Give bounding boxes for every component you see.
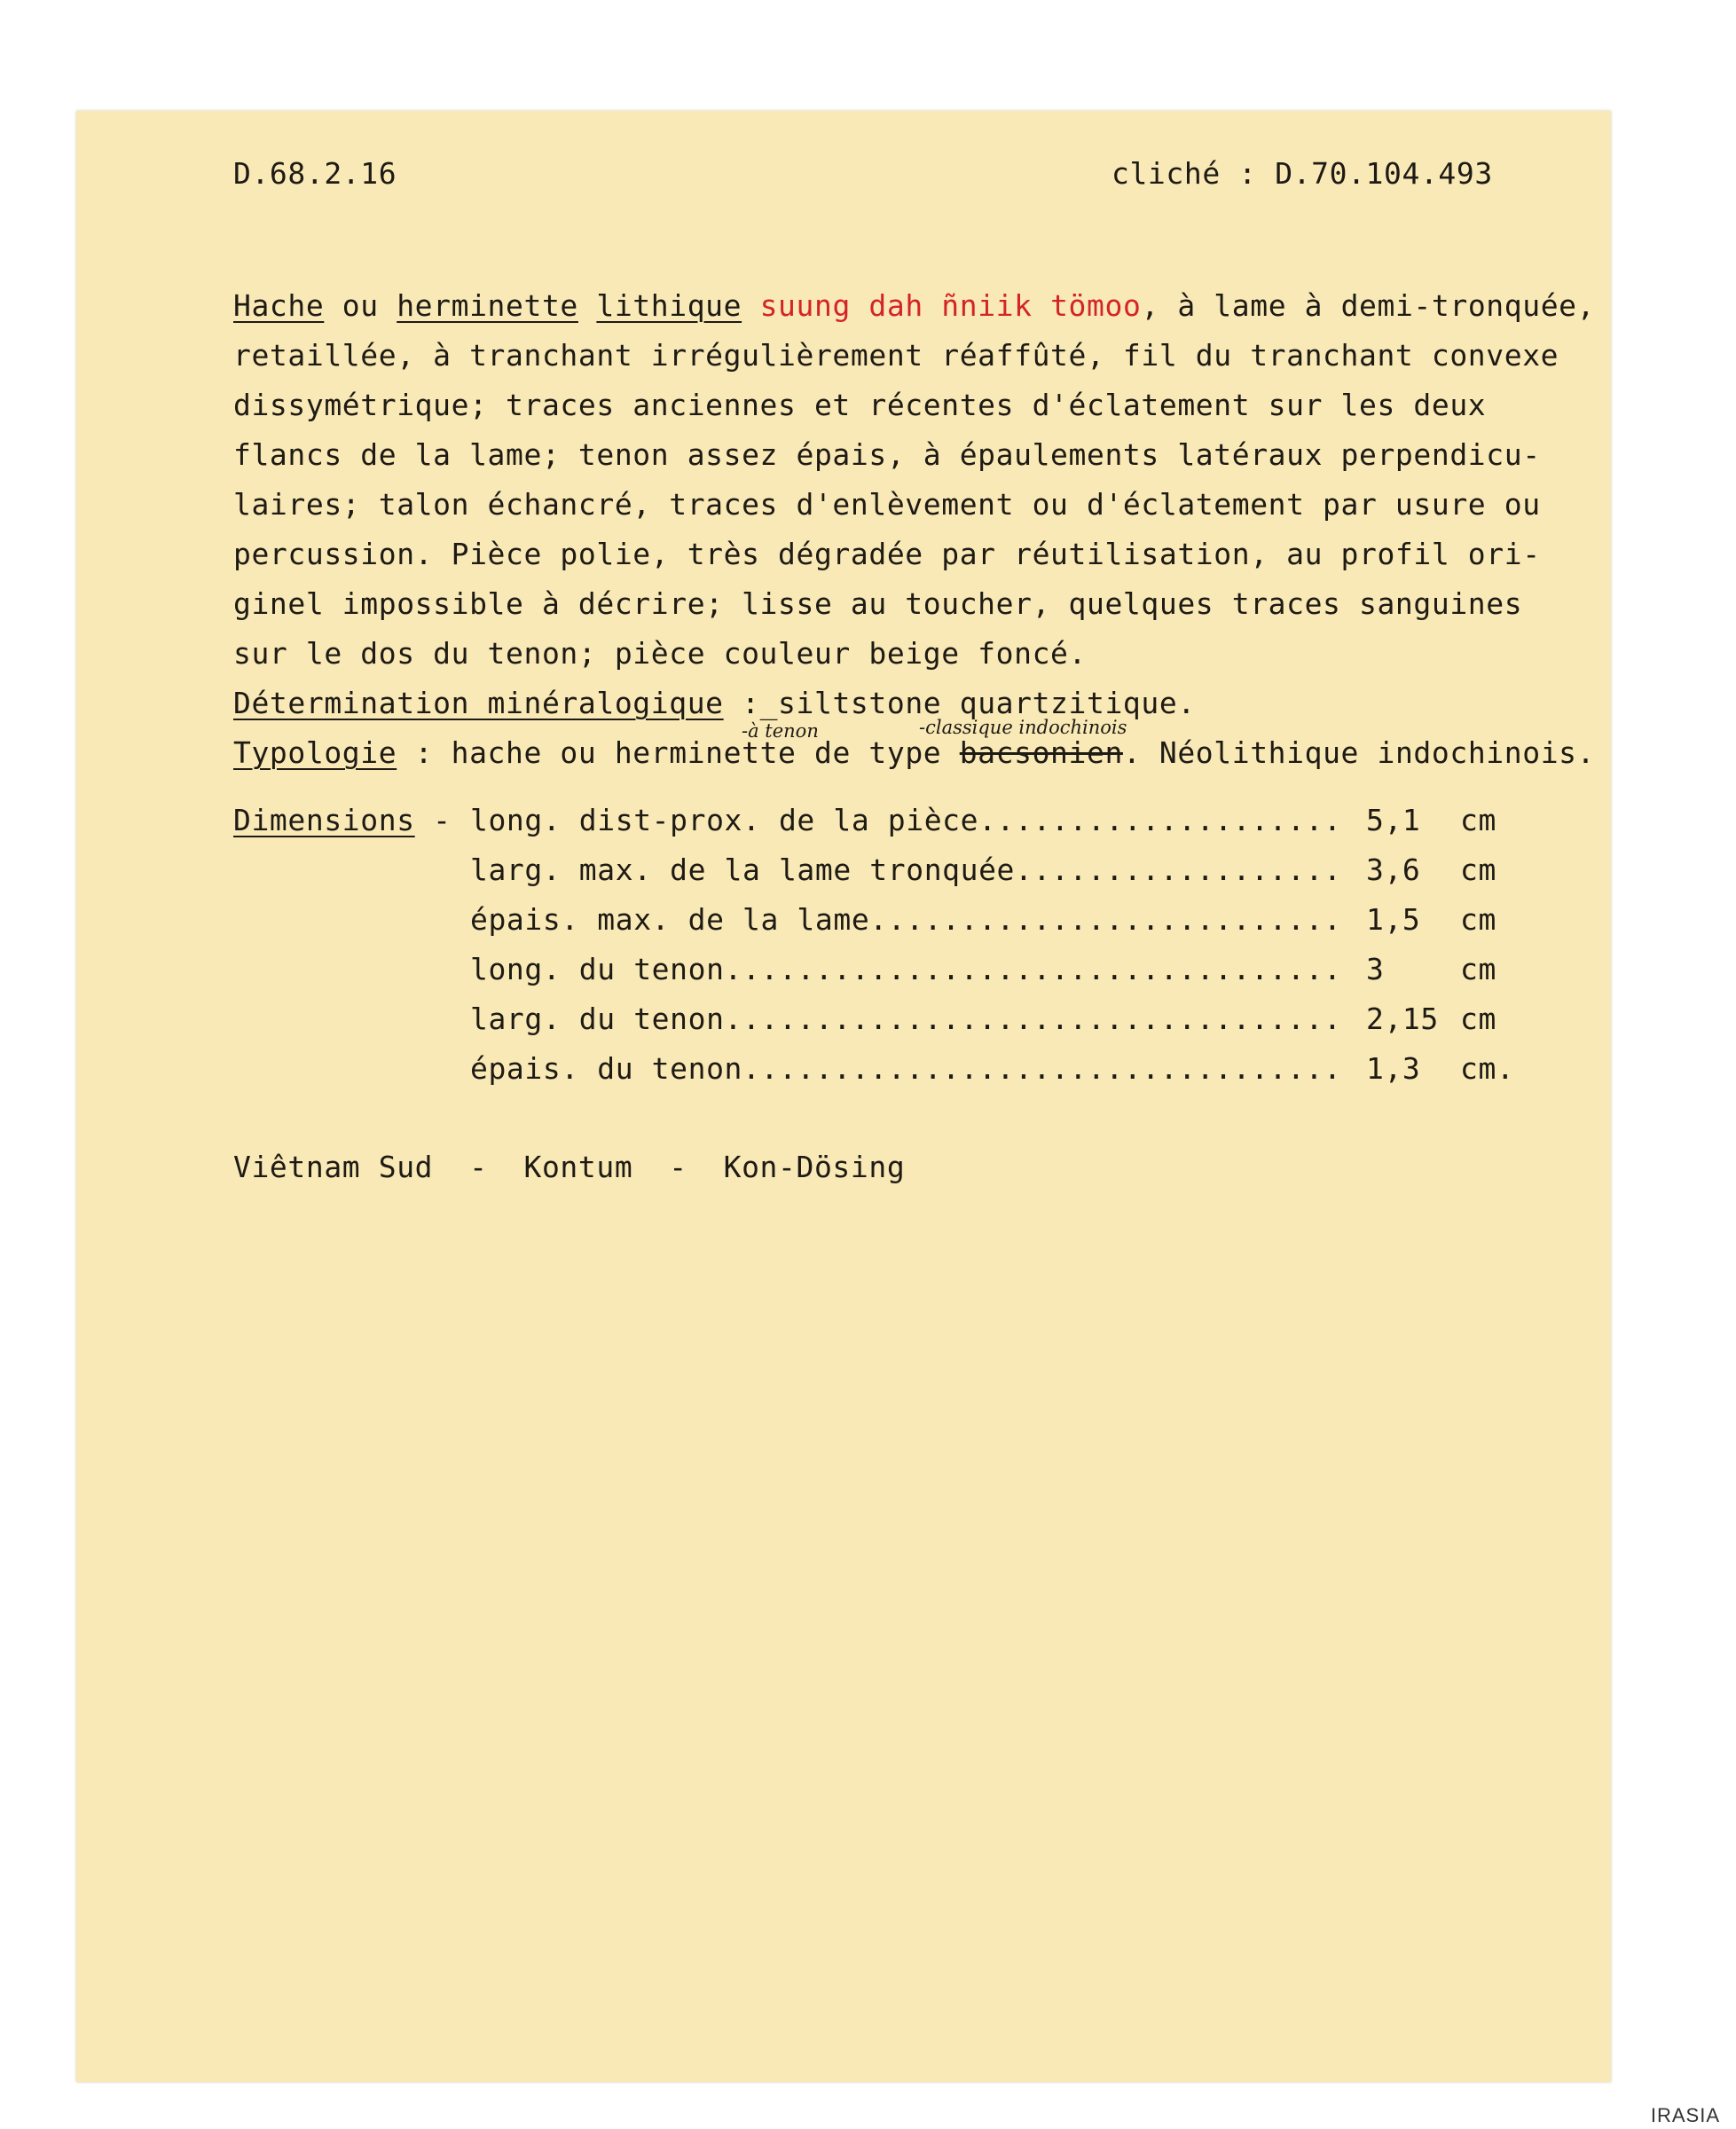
handwritten-insert-classique: -classique indochinois bbox=[919, 717, 1127, 738]
dimension-label: larg. max. de la lame tronquée.................. bbox=[470, 852, 1342, 887]
typologie-label: Typologie bbox=[233, 735, 397, 770]
determination-line bbox=[233, 686, 1196, 721]
dimension-value: 3,6 bbox=[1366, 852, 1421, 887]
dimension-value: 1,3 bbox=[1366, 1051, 1421, 1086]
typologie-line bbox=[233, 735, 1595, 771]
word-herminette: herminette bbox=[397, 288, 578, 323]
determination-label: Détermination minéralogique bbox=[233, 686, 724, 720]
watermark: IRASIA bbox=[1650, 2104, 1720, 2126]
description-line: dissymétrique; traces anciennes et récentes d'éclatement sur les deux bbox=[233, 388, 1487, 422]
description-line-1 bbox=[233, 288, 1595, 324]
dimension-unit: cm bbox=[1460, 852, 1496, 887]
space bbox=[742, 288, 759, 323]
typologie-text-end: . Néolithique indochinois. bbox=[1122, 735, 1596, 770]
dimension-value: 1,5 bbox=[1366, 902, 1421, 937]
location-line: Viêtnam Sud - Kontum - Kon-Dösing bbox=[233, 1150, 906, 1184]
determination-value: :_siltstone quartzitique. bbox=[723, 686, 1196, 720]
dimensions-label: Dimensions bbox=[233, 803, 415, 837]
dimension-unit: cm. bbox=[1460, 1051, 1515, 1086]
inventory-number: D.68.2.16 bbox=[233, 156, 397, 191]
description-line-1-rest: , à lame à demi-tronquée, bbox=[1141, 288, 1596, 323]
dimension-label: épais. du tenon................................. bbox=[470, 1051, 1342, 1086]
dimension-label: épais. max. de la lame.......................... bbox=[470, 902, 1342, 937]
dimension-label: long. du tenon.................................. bbox=[470, 952, 1342, 986]
dimension-value: 2,15 bbox=[1366, 1002, 1439, 1036]
dimensions-heading bbox=[233, 803, 469, 838]
dimension-unit: cm bbox=[1460, 952, 1496, 986]
struck-word: bacsonien bbox=[959, 735, 1123, 770]
dimensions-dash: - bbox=[414, 803, 470, 837]
description-line: laires; talon échancré, traces d'enlèvement ou d'éclatement par usure ou bbox=[233, 487, 1541, 522]
dimension-label: larg. du tenon.................................. bbox=[470, 1002, 1342, 1036]
handwritten-insert-a-tenon: -à tenon bbox=[742, 720, 819, 742]
space bbox=[578, 288, 596, 323]
description-line: percussion. Pièce polie, très dégradée par réutilisation, au profil ori- bbox=[233, 537, 1541, 571]
word-ou: ou bbox=[324, 288, 397, 323]
dimension-unit: cm bbox=[1460, 1002, 1496, 1036]
dimension-label: long. dist-prox. de la pièce.................... bbox=[470, 803, 1342, 837]
description-line: ginel impossible à décrire; lisse au toucher, quelques traces sanguines bbox=[233, 586, 1523, 621]
dimension-unit: cm bbox=[1460, 803, 1496, 837]
typologie-text: : hache ou herminette de type bbox=[397, 735, 960, 770]
word-lithique: lithique bbox=[596, 288, 742, 323]
dimension-value: 3 bbox=[1366, 952, 1385, 986]
word-hache: Hache bbox=[233, 288, 325, 323]
vernacular-name: suung dah ñniik tömoo bbox=[759, 288, 1142, 323]
dimension-unit: cm bbox=[1460, 902, 1496, 937]
dimension-value: 5,1 bbox=[1366, 803, 1421, 837]
description-line: retaillée, à tranchant irrégulièrement réaffûté, fil du tranchant convexe bbox=[233, 338, 1559, 373]
description-line: sur le dos du tenon; pièce couleur beige foncé. bbox=[233, 636, 1087, 671]
cliche-reference: cliché : D.70.104.493 bbox=[1112, 156, 1493, 191]
description-line: flancs de la lame; tenon assez épais, à épaulements latéraux perpendicu- bbox=[233, 437, 1541, 472]
